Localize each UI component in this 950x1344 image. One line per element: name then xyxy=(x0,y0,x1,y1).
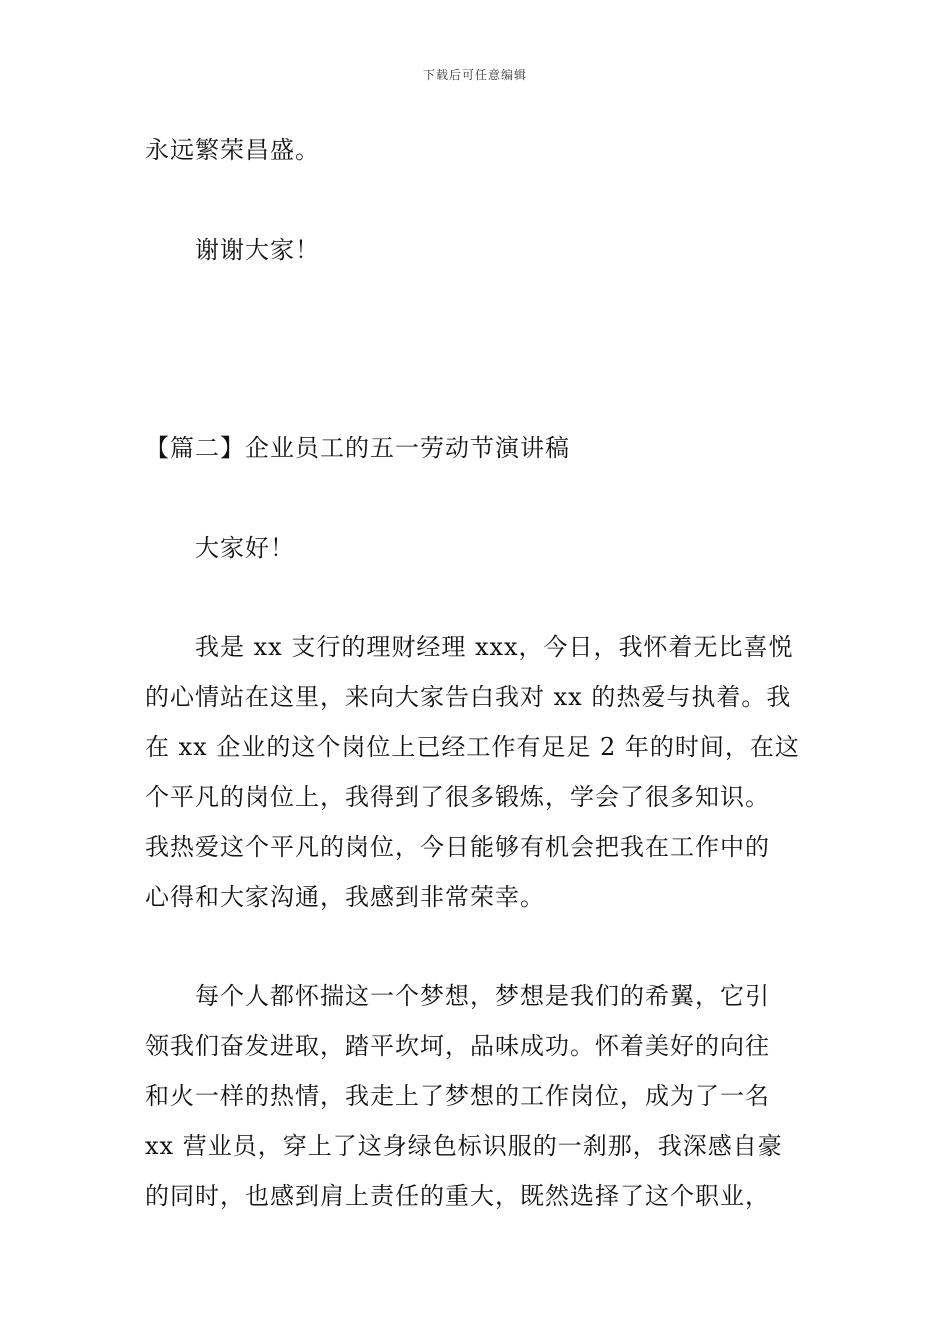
paragraph-line: 和火一样的热情，我走上了梦想的工作岗位，成为了一名 xyxy=(145,1082,770,1110)
paragraph-line: 领我们奋发进取，踏平坎坷，品味成功。怀着美好的向往 xyxy=(145,1032,770,1060)
paragraph-line: 我是 xx 支行的理财经理 xxx，今日，我怀着无比喜悦 xyxy=(195,633,794,661)
paragraph-line: 个平凡的岗位上，我得到了很多锻炼，学会了很多知识。 xyxy=(145,783,770,811)
paragraph-1 xyxy=(145,622,809,922)
thanks-line: 谢谢大家！ xyxy=(195,236,320,264)
greeting-line: 大家好！ xyxy=(195,534,295,562)
section-title: 【篇二】企业员工的五一劳动节演讲稿 xyxy=(145,434,570,462)
paragraph-line: 每个人都怀揣这一个梦想，梦想是我们的希翼，它引 xyxy=(195,982,770,1010)
paragraph-line: 心得和大家沟通，我感到非常荣幸。 xyxy=(145,883,545,911)
paragraph-2 xyxy=(145,971,809,1221)
paragraph-line: 我热爱这个平凡的岗位，今日能够有机会把我在工作中的 xyxy=(145,833,770,861)
closing-line: 永远繁荣昌盛。 xyxy=(145,136,320,164)
paragraph-line: 的心情站在这里，来向大家告白我对 xx 的热爱与执着。我 xyxy=(145,683,792,711)
paragraph-line: 在 xx 企业的这个岗位上已经工作有足足 2 年的时间，在这 xyxy=(145,733,800,761)
paragraph-line: xx 营业员，穿上了这身绿色标识服的一刹那，我深感自豪 xyxy=(145,1132,783,1160)
paragraph-line: 的同时，也感到肩上责任的重大，既然选择了这个职业， xyxy=(145,1182,770,1210)
page-header-note: 下载后可任意编辑 xyxy=(422,68,527,82)
